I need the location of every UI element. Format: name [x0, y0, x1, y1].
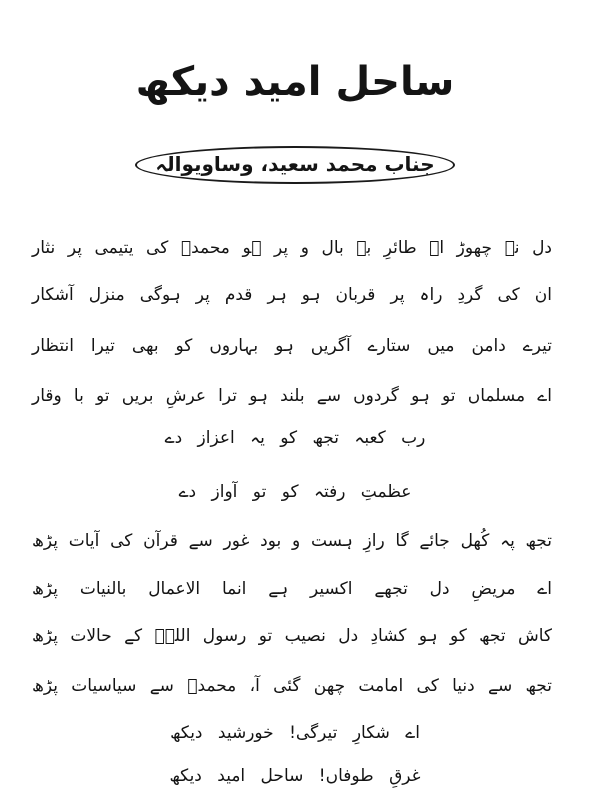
verse-line-6: اے مریضِ دل تجھے اکسیر ہے انما الاعمال بالنیات پڑھ: [32, 579, 552, 599]
couplet-line-2: عظمتِ رفتہ کو تو آواز دے: [178, 482, 412, 502]
verse-line-3: تیرے دامن میں ستارے آگریں ہو بہاروں کو بھی تیرا انتظار: [32, 336, 552, 356]
couplet-line-1: رب کعبہ تجھ کو یہ اعزاز دے: [164, 428, 426, 448]
verse-line-1: دل نہ چھوڑ اے طائرِ بے بال و پر ہو محمدؐ کی یتیمی پر نثار: [32, 238, 552, 258]
verse-line-8: تجھ سے دنیا کی امامت چھن گئی آ، محمدؐ سے سیاسیات پڑھ: [32, 676, 552, 696]
author-cartouche: جناب محمد سعید، وساویوالہ: [135, 146, 454, 184]
verse-line-4: اے مسلماں تو ہو گردوں سے بلند ہو ترا عرشِ بریں تو با وقار: [32, 386, 552, 406]
poem-title: ساحل امید دیکھ: [135, 59, 455, 105]
couplet-line-4: غرقِ طوفاں! ساحل امید دیکھ: [169, 766, 421, 786]
verse-line-5: تجھ پہ کُھل جائے گا رازِ ہست و بود غور سے قرآن کی آیات پڑھ: [32, 531, 552, 551]
couplet-line-3: اے شکارِ تیرگی! خورشید دیکھ: [170, 723, 420, 743]
verse-line-2: ان کی گردِ راہ پر قربان ہو ہر قدم پر ہوگی منزل آشکار: [32, 285, 552, 305]
verse-line-7: کاش تجھ کو ہو کشادِ دل نصیب تو رسول اللہؐ کے حالات پڑھ: [32, 626, 552, 646]
